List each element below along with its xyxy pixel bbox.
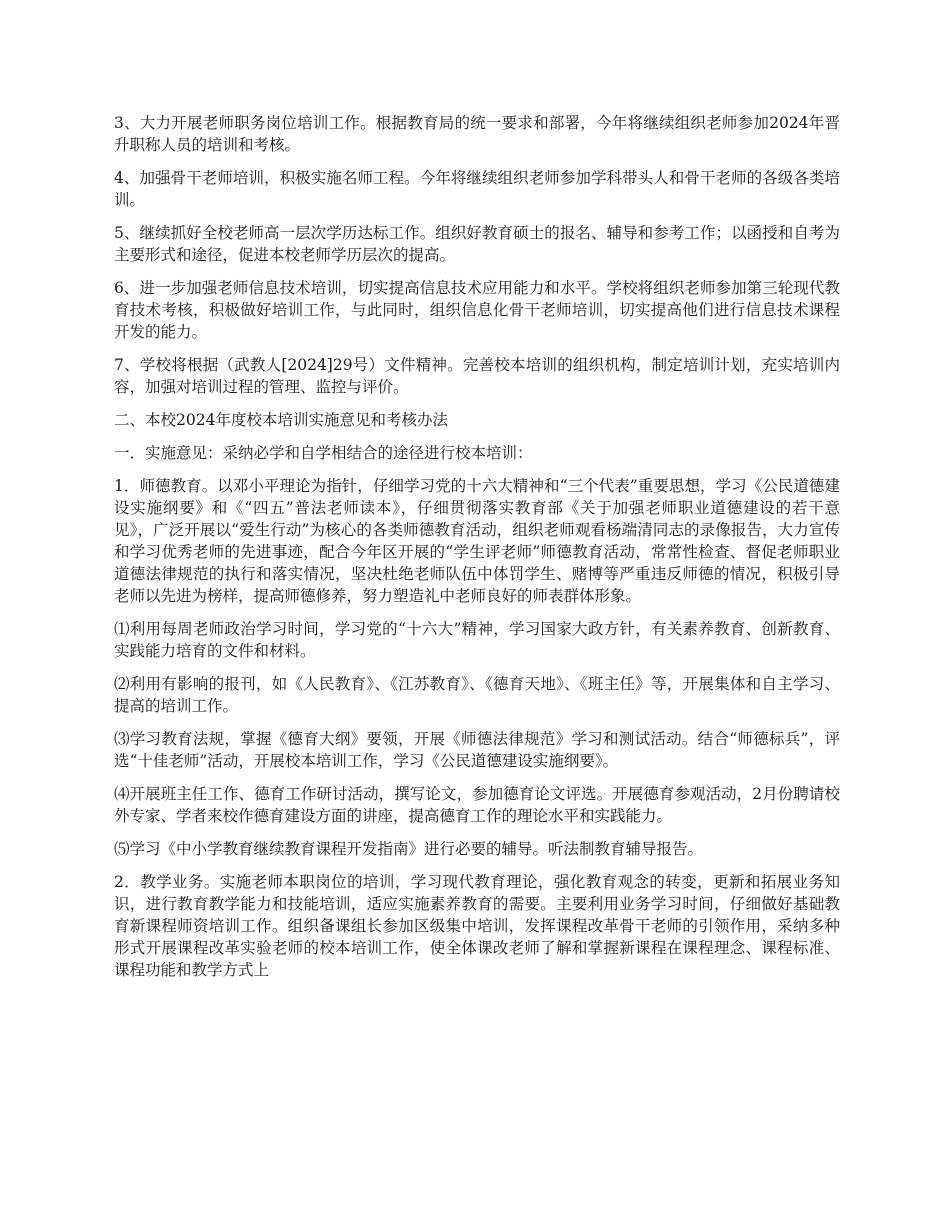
document-body — [114, 112, 840, 992]
paragraph-item-5: 5、继续抓好全校老师高一层次学历达标工作。组织好教育硕士的报名、辅导和参考工作；以函授和自考为主要形式和途径，促进本校老师学历层次的提高。 — [114, 224, 840, 264]
list-item-ethics-1: ⑴利用每周老师政治学习时间，学习党的“十六大”精神，学习国家大政方针，有关素养教育、创新教育、实践能力培育的文件和材料。 — [114, 620, 840, 660]
paragraph-ethics-education: 1．师德教育。以邓小平理论为指针，仔细学习党的十六大精神和“三个代表”重要思想，学习《公民道德建设实施纲要》和《“四五”普法老师读本》，仔细贯彻落实教育部《关于加强老师职业道德建设的若干意见》，广泛开展以“爱生行动”为核心的各类师德教育活动，组织老师观看杨端清同志的录像报告，大力宣传和学习优秀老师的先进事迹，配合今年区开展的“学生评老师”师德教育活动，常常性检查、督促老师职业道德法律规范的执行和落实情况，坚决杜绝老师队伍中体罚学生、赌博等严重违反师德的情况，积极引导老师以先进为榜样，提高师德修养，努力塑造礼中老师良好的师表群体形象。 — [114, 477, 840, 605]
list-item-ethics-4: ⑷开展班主任工作、德育工作研讨活动，撰写论文，参加德育论文评选。开展德育参观活动，2月份聘请校外专家、学者来校作德育建设方面的讲座，提高德育工作的理论水平和实践能力。 — [114, 785, 840, 825]
paragraph-item-6: 6、进一步加强老师信息技术培训，切实提高信息技术应用能力和水平。学校将组织老师参加第三轮现代教育技术考核，积极做好培训工作，与此同时，组织信息化骨干老师培训，切实提高他们进行信息技术课程开发的能力。 — [114, 279, 840, 341]
list-item-ethics-2: ⑵利用有影响的报刊，如《人民教育》、《江苏教育》、《德育天地》、《班主任》等，开展集体和自主学习、提高的培训工作。 — [114, 675, 840, 715]
paragraph-teaching-business: 2．教学业务。实施老师本职岗位的培训，学习现代教育理论，强化教育观念的转变，更新和拓展业务知识，进行教育教学能力和技能培训，适应实施素养教育的需要。主要利用业务学习时间，仔细做好基础教育新课程师资培训工作。组织备课组长参加区级集中培训，发挥课程改革骨干老师的引领作用，采纳多种形式开展课程改革实验老师的校本培训工作，使全体课改老师了解和掌握新课程在课程理念、课程标准、课程功能和教学方式上 — [114, 873, 840, 979]
list-item-ethics-3: ⑶学习教育法规，掌握《德育大纲》要领，开展《师德法律规范》学习和测试活动。结合“师德标兵”，评选“十佳老师”活动，开展校本培训工作，学习《公民道德建设实施纲要》。 — [114, 730, 840, 770]
subsection-heading-implementation: 一．实施意见：采纳必学和自学相结合的途径进行校本培训： — [114, 444, 533, 462]
paragraph-item-4: 4、加强骨干老师培训，积极实施名师工程。今年将继续组织老师参加学科带头人和骨干老师的各级各类培训。 — [114, 169, 840, 209]
list-item-ethics-5: ⑸学习《中小学教育继续教育课程开发指南》进行必要的辅导。听法制教育辅导报告。 — [114, 840, 704, 858]
paragraph-item-3: 3、大力开展老师职务岗位培训工作。根据教育局的统一要求和部署，今年将继续组织老师参加2024年晋升职称人员的培训和考核。 — [114, 114, 840, 154]
paragraph-item-7: 7、学校将根据（武教人[2024]29号）文件精神。完善校本培训的组织机构，制定培训计划，充实培训内容，加强对培训过程的管理、监控与评价。 — [114, 356, 840, 396]
section-heading-2: 二、本校2024年度校本培训实施意见和考核办法 — [114, 411, 448, 429]
